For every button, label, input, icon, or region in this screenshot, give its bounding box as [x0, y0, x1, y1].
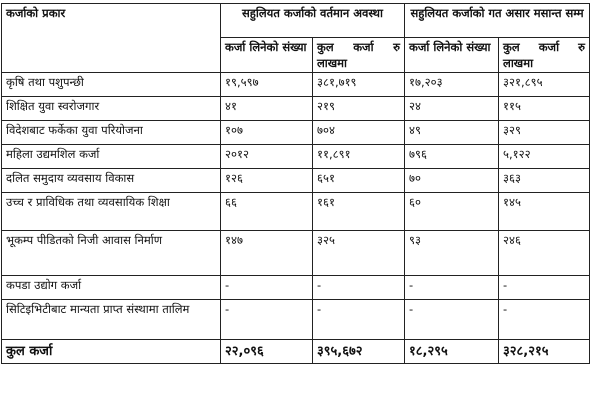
row-previous-count: ६०: [405, 193, 499, 231]
total-current-count: २२,०९६: [221, 340, 313, 364]
header-current-status: सहुलियत कर्जाको वर्तमान अवस्था: [221, 4, 405, 38]
row-category: सिटिइभिटीबाट मान्यता प्राप्त संस्थामा तालिम: [2, 300, 221, 340]
row-current-count: १०७: [221, 121, 313, 145]
row-previous-count: ४९: [405, 121, 499, 145]
row-current-amount: -: [313, 276, 405, 300]
row-current-count: २०१२: [221, 145, 313, 169]
total-previous-amount: ३२८,२१५: [499, 340, 590, 364]
row-category: विदेशबाट फर्केका युवा परियोजना: [2, 121, 221, 145]
row-current-amount: ३८१,७१९: [313, 73, 405, 97]
table-row: [2, 121, 590, 145]
header-previous-borrower-count: कर्जा लिनेको संख्या: [405, 38, 499, 73]
row-current-amount: १६१: [313, 193, 405, 231]
row-previous-count: २४: [405, 97, 499, 121]
header-loan-type: कर्जाको प्रकार: [2, 4, 221, 73]
row-previous-amount: ५,१२२: [499, 145, 590, 169]
row-current-amount: -: [313, 300, 405, 340]
header-previous-amount: कुल कर्जा रु लाखमा: [499, 38, 590, 73]
table-row: [2, 73, 590, 97]
row-previous-count: ७९६: [405, 145, 499, 169]
header-current-borrower-count: कर्जा लिनेको संख्या: [221, 38, 313, 73]
row-previous-amount: २४६: [499, 231, 590, 276]
row-current-count: -: [221, 300, 313, 340]
total-row: [2, 340, 590, 364]
row-category: उच्च र प्राविधिक तथा व्यवसायिक शिक्षा: [2, 193, 221, 231]
table-row: [2, 193, 590, 231]
row-previous-amount: ३६३: [499, 169, 590, 193]
row-current-amount: ७०४: [313, 121, 405, 145]
total-current-amount: ३९५,६७२: [313, 340, 405, 364]
row-current-count: १४७: [221, 231, 313, 276]
row-previous-amount: -: [499, 300, 590, 340]
row-previous-amount: १४५: [499, 193, 590, 231]
header-current-amount: कुल कर्जा रु लाखमा: [313, 38, 405, 73]
row-category: महिला उद्यमशिल कर्जा: [2, 145, 221, 169]
row-current-count: ६६: [221, 193, 313, 231]
table-row: [2, 300, 590, 340]
row-previous-count: -: [405, 300, 499, 340]
row-current-count: १९,५९७: [221, 73, 313, 97]
row-previous-amount: ३२१,८९५: [499, 73, 590, 97]
row-category: कपडा उद्योग कर्जा: [2, 276, 221, 300]
total-label: कुल कर्जा: [2, 340, 221, 364]
row-category: कृषि तथा पशुपन्छी: [2, 73, 221, 97]
table-row: [2, 97, 590, 121]
row-current-amount: २१९: [313, 97, 405, 121]
row-category: भूकम्प पीडितको निजी आवास निर्माण: [2, 231, 221, 276]
table-row: [2, 169, 590, 193]
row-previous-amount: -: [499, 276, 590, 300]
row-current-count: -: [221, 276, 313, 300]
row-previous-amount: ३२९: [499, 121, 590, 145]
table-row: [2, 145, 590, 169]
row-category: शिक्षित युवा स्वरोजगार: [2, 97, 221, 121]
row-current-count: ४१: [221, 97, 313, 121]
row-previous-count: ९३: [405, 231, 499, 276]
row-current-amount: ११,८९१: [313, 145, 405, 169]
row-previous-amount: ११५: [499, 97, 590, 121]
header-previous-status: सहुलियत कर्जाको गत असार मसान्त सम्म: [405, 4, 590, 38]
row-current-amount: ६५१: [313, 169, 405, 193]
table-row: [2, 276, 590, 300]
table-row: [2, 231, 590, 276]
row-previous-count: १७,२०३: [405, 73, 499, 97]
header-row-group: [2, 4, 590, 38]
row-previous-count: -: [405, 276, 499, 300]
row-previous-count: ७०: [405, 169, 499, 193]
concessional-loan-table: [1, 3, 590, 364]
row-category: दलित समुदाय व्यवसाय विकास: [2, 169, 221, 193]
row-current-count: १२६: [221, 169, 313, 193]
row-current-amount: ३२५: [313, 231, 405, 276]
total-previous-count: १८,२९५: [405, 340, 499, 364]
